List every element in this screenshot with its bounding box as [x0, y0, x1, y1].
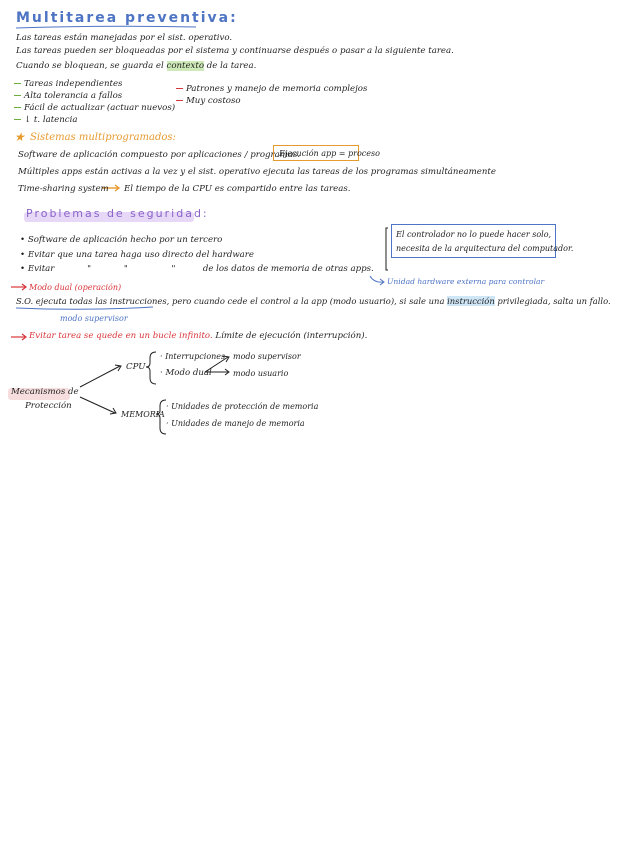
loop-line	[29, 331, 367, 342]
multi-line-2: Múltiples apps están activas a la vez y el sist. operativo ejecuta las tareas de los programas simultáneamente	[18, 167, 496, 177]
security-bullet-text: Evitar que una tarea haga uso directo del hardware	[27, 250, 254, 260]
pro-label: ↓ t. latencia	[24, 115, 78, 125]
cpu-item: · Interrupciones	[160, 352, 226, 361]
loop-line-red: Evitar tarea se quede en un bucle infinito.	[29, 331, 213, 341]
memoria-item-text: Unidades de protección de memoria	[171, 402, 319, 411]
boxed-note-text: Ejecución app = proceso	[279, 149, 380, 158]
side-note-line-1: El controlador no lo puede hacer solo,	[396, 230, 552, 239]
loop-line-black: Límite de ejecución (interrupción).	[212, 331, 368, 341]
page-title: Multitarea preventiva:	[16, 10, 238, 26]
security-bullet-text: Software de aplicación hecho por un tercero	[27, 235, 223, 245]
multi-line-1: Software de aplicación compuesto por aplicaciones / programas.	[18, 150, 301, 160]
bracket-right	[386, 228, 388, 270]
pro-item	[14, 91, 122, 102]
instruccion-highlight: instrucción	[447, 296, 495, 306]
pro-item	[14, 79, 122, 90]
security-bullet-text: Evitar " " " de los datos de memoria de otras apps.	[27, 264, 374, 274]
so-underline	[16, 307, 153, 309]
so-line-underlined: S.O. ejecuta todas las instrucciones,	[16, 296, 170, 306]
pro-dash	[14, 119, 21, 120]
intro-line-3-before: Cuando se bloquean, se guarda el	[16, 61, 167, 71]
so-line-middle: pero cuando cede el control a la app (modo usuario), si sale una	[169, 296, 448, 306]
intro-line-3	[16, 61, 256, 72]
cpu-item-text: Modo dual	[165, 368, 212, 378]
so-line	[16, 296, 611, 307]
cpu-item-text: Interrupciones	[165, 352, 226, 361]
memoria-label: MEMORIA	[121, 410, 165, 419]
security-bullet: • Software de aplicación hecho por un tercero	[20, 235, 223, 245]
con-item	[176, 96, 241, 107]
pro-label: Fácil de actualizar (actuar nuevos)	[24, 103, 176, 113]
diagram-root-line-2: Protección	[25, 401, 72, 411]
multi-heading: Sistemas multiprogramados:	[30, 132, 176, 143]
contexto-highlight: contexto	[166, 61, 205, 71]
memoria-item-text: Unidades de manejo de memoria	[171, 419, 305, 428]
pro-label: Alta tolerancia a fallos	[24, 91, 123, 101]
pro-label: Tareas independientes	[24, 79, 123, 89]
pro-dash	[14, 107, 21, 108]
hw-note: Unidad hardware externa para controlar	[387, 277, 545, 286]
pro-item	[14, 103, 175, 114]
cpu-label: CPU	[126, 362, 146, 372]
security-bullet: • Evitar que una tarea haga uso directo del hardware	[20, 250, 254, 260]
security-bullet: • Evitar " " " de los datos de memoria de otras apps.	[20, 264, 374, 274]
con-dash	[176, 100, 183, 101]
intro-line-2: Las tareas pueden ser bloqueadas por el sistema y continuarse después o pasar a la siguiente tarea.	[16, 46, 454, 56]
con-label: Patrones y manejo de memoria complejos	[186, 84, 368, 94]
con-item	[176, 84, 367, 95]
intro-line-3-after: de la tarea.	[204, 61, 257, 71]
con-label: Muy costoso	[186, 96, 241, 106]
modo-supervisor-note: modo supervisor	[60, 314, 128, 323]
so-line-after: privilegiada, salta un fallo.	[494, 296, 611, 306]
dual-mode-label: Modo dual (operación)	[29, 283, 122, 292]
cpu-item: · Modo dual	[160, 368, 212, 378]
arrow-to-memoria	[80, 397, 115, 413]
title-underline	[16, 26, 196, 28]
pro-dash	[14, 95, 21, 96]
multi-line-3-before: Time-sharing system	[18, 184, 109, 194]
arrow-to-cpu	[80, 366, 120, 387]
pro-item	[14, 115, 77, 126]
diagram-root-line-1: Mecanismos de	[11, 387, 79, 397]
curved-arrow-hw	[370, 276, 383, 282]
intro-line-1: Las tareas están manejadas por el sist. operativo.	[16, 33, 233, 43]
con-dash	[176, 88, 183, 89]
security-heading: Problemas de seguridad:	[26, 207, 209, 220]
mode-usuario: modo usuario	[233, 369, 289, 378]
multi-line-3-after: El tiempo de la CPU es compartido entre las tareas.	[124, 184, 351, 194]
cpu-bracket	[146, 352, 156, 384]
star-icon: ★	[14, 130, 25, 144]
pro-dash	[14, 83, 21, 84]
side-note-line-2: necesita de la arquitectura del computador.	[396, 244, 574, 253]
memoria-item: · Unidades de protección de memoria	[166, 402, 319, 411]
mode-supervisor: modo supervisor	[233, 352, 301, 361]
memoria-item: · Unidades de manejo de memoria	[166, 419, 305, 428]
